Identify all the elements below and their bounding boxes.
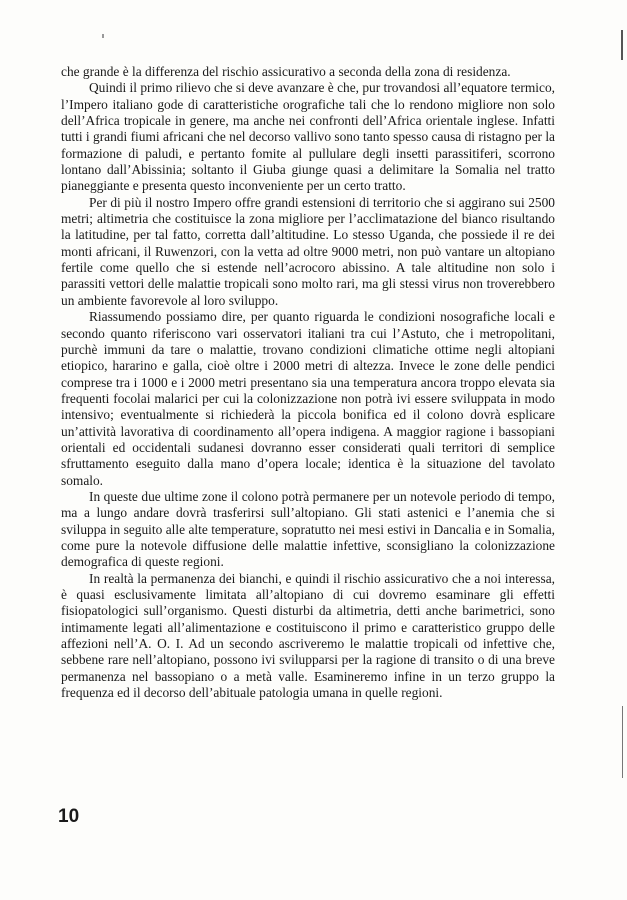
page-number: 10 bbox=[58, 806, 80, 827]
scan-edge-mark bbox=[102, 34, 104, 38]
paragraph: Quindi il primo rilievo che si deve avanzare è che, pur trovandosi all’equatore termico, l’Impero italiano gode di caratteristiche orografiche tali che lo rendono migliore non solo dell’Africa tropicale in genere, ma anche nei confronti dell’Africa orientale inglese. Infatti tutti i grandi fiumi africani che nel decorso vallivo sono tanto spesso causa di ristagno per la formazione di paludi, e pertanto fomite al pullulare degli insetti parassitiferi, scorrono lontano dall’Abissinia; soltanto il Giuba giunge quasi a delimitare la Somalia nel tratto pianeggiante e presenta questo inconveniente per un certo tratto. bbox=[61, 80, 555, 194]
scan-edge-mark bbox=[622, 706, 623, 778]
paragraph: che grande è la differenza del rischio assicurativo a seconda della zona di residenza. bbox=[61, 64, 511, 79]
paragraph: Riassumendo possiamo dire, per quanto riguarda le condizioni nosografiche locali e secondo quanto riferiscono vari osservatori italiani tra cui l’Astuto, che i metropolitani, purchè immuni da tare o malattie, trovano condizioni climatiche ottime negli altopiani etiopico, hararino e galla, cioè oltre i 2000 metri di altezza. Invece le zone delle pendici comprese tra i 1000 e i 2000 metri presentano sia una temperatura ancora troppo elevata sia frequenti focolai malarici per cui la colonizzazione non potrà ivi essere sviluppata in modo intensivo; eventualmente si richiederà la piccola bonifica ed il colono dovrà esplicare un’attività lavorativa di coordinamento all’opera indigena. A maggior ragione i bassopiani orientali ed occidentali sudanesi dovranno esser considerati quali territori di semplice sfruttamento eseguito dalla mano d’opera locale; identica è la situazione del tavolato somalo. bbox=[61, 309, 555, 488]
paragraph: In realtà la permanenza dei bianchi, e quindi il rischio assicurativo che a noi interessa, è quasi esclusivamente limitata all’altopiano di cui dovremo esaminare gli effetti fisiopatologici sull’organismo. Questi disturbi da altimetria, detti anche barimetrici, sono intimamente legati all’alimentazione e costituiscono il primo e caratteristico gruppo delle affezioni nell’A. O. I. Ad un secondo ascriveremo le malattie tropicali od infettive che, sebbene rare nell’altopiano, possono ivi svilupparsi per la ragione di transito o di una breve permanenza nel bassopiano o a metà valle. Esamineremo infine in un terzo gruppo la frequenza ed il decorso dell’abituale patologia umana in quelle regioni. bbox=[61, 570, 555, 701]
body-text bbox=[61, 64, 555, 701]
paragraph: In queste due ultime zone il colono potrà permanere per un notevole periodo di tempo, ma a lungo andare dovrà trasferirsi sull’altopiano. Gli stati astenici e l’anemia che si sviluppa in seguito alle alte temperature, sopratutto nei mesi estivi in Dancalia e in Somalia, come pure la notevole diffusione delle malattie infettive, sconsigliano la colonizzazione demografica di queste regioni. bbox=[61, 488, 555, 570]
scan-edge-mark bbox=[621, 30, 623, 60]
paragraph: Per di più il nostro Impero offre grandi estensioni di territorio che si aggirano sui 2500 metri; altimetria che costituisce la zona migliore per l’acclimatazione del bianco risultando la latitudine, per tal fatto, corretta dall’altitudine. Lo stesso Uganda, che possiede il re dei monti africani, il Ruwenzori, con la vetta ad oltre 9000 metri, non può vantare un altopiano fertile come quello che si estende nell’acrocoro abissino. A tale altitudine non solo i parassiti vettori delle malattie tropicali sono molto rari, ma gli stessi virus non troverebbero un ambiente favorevole al loro sviluppo. bbox=[61, 194, 555, 308]
